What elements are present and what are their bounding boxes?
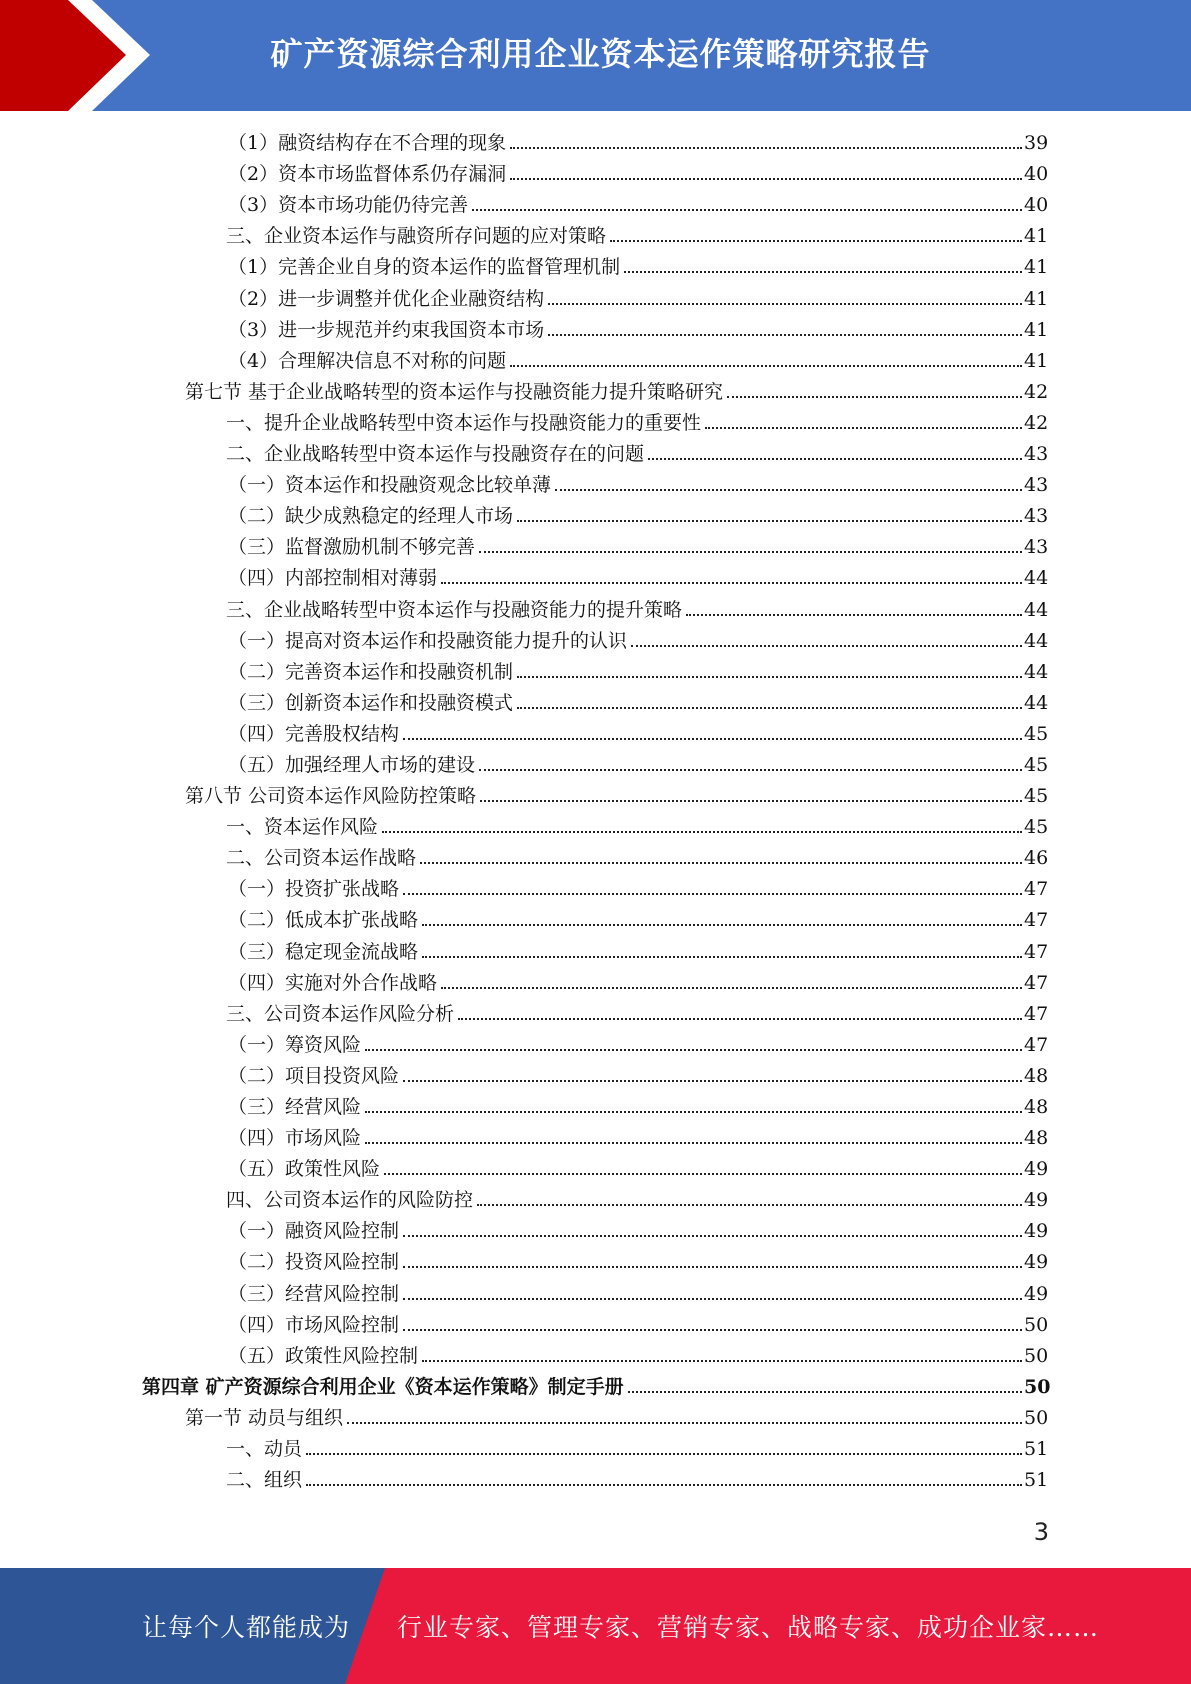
toc-entry-title: 三、企业战略转型中资本运作与投融资能力的提升策略 bbox=[226, 598, 683, 621]
dot-leader bbox=[517, 676, 1022, 678]
toc-entry[interactable] bbox=[0, 1060, 1191, 1091]
toc-entry-title: （二）完善资本运作和投融资机制 bbox=[228, 660, 514, 683]
toc-entry[interactable] bbox=[0, 562, 1191, 593]
toc-entry[interactable] bbox=[0, 625, 1191, 656]
toc-entry-title: （3）资本市场功能仍待完善 bbox=[228, 194, 469, 217]
toc-entry-page: 49 bbox=[1024, 1220, 1049, 1243]
toc-entry-page: 45 bbox=[1024, 816, 1049, 839]
dot-leader bbox=[705, 427, 1022, 429]
toc-entry-title: 三、公司资本运作风险分析 bbox=[226, 1002, 455, 1025]
toc-entry[interactable] bbox=[0, 1309, 1191, 1340]
toc-entry[interactable] bbox=[0, 127, 1191, 158]
dot-leader bbox=[610, 240, 1022, 242]
toc-entry[interactable] bbox=[0, 1122, 1191, 1153]
toc-entry-title: （四）实施对外合作战略 bbox=[228, 971, 438, 994]
toc-entry-title: 第一节 动员与组织 bbox=[185, 1406, 344, 1429]
page-footer bbox=[0, 1568, 1191, 1684]
toc-entry-page: 44 bbox=[1024, 629, 1049, 652]
table-of-contents bbox=[0, 127, 1191, 1495]
dot-leader bbox=[480, 800, 1022, 802]
toc-entry[interactable] bbox=[0, 500, 1191, 531]
page-header bbox=[0, 0, 1191, 111]
toc-entry-title: （4）合理解决信息不对称的问题 bbox=[228, 349, 507, 372]
toc-entry[interactable] bbox=[0, 220, 1191, 251]
toc-entry[interactable] bbox=[0, 811, 1191, 842]
toc-entry[interactable] bbox=[0, 718, 1191, 749]
toc-entry[interactable] bbox=[0, 842, 1191, 873]
toc-entry-page: 48 bbox=[1024, 1127, 1049, 1150]
toc-entry-page: 41 bbox=[1024, 256, 1049, 279]
dot-leader bbox=[441, 987, 1022, 989]
dot-leader bbox=[479, 769, 1022, 771]
toc-entry-title: 二、组织 bbox=[226, 1469, 303, 1492]
toc-entry-title: （四）市场风险控制 bbox=[228, 1313, 400, 1336]
toc-entry-page: 48 bbox=[1024, 1064, 1049, 1087]
toc-entry-title: （三）监督激励机制不够完善 bbox=[228, 536, 476, 559]
dot-leader bbox=[510, 365, 1022, 367]
toc-entry[interactable] bbox=[0, 1464, 1191, 1495]
dot-leader bbox=[686, 614, 1022, 616]
toc-entry-page: 45 bbox=[1024, 722, 1049, 745]
toc-entry-page: 47 bbox=[1024, 878, 1049, 901]
toc-entry-title: （三）稳定现金流战略 bbox=[228, 940, 419, 963]
toc-entry[interactable] bbox=[0, 1246, 1191, 1277]
toc-entry-page: 44 bbox=[1024, 598, 1049, 621]
toc-entry-page: 47 bbox=[1024, 971, 1049, 994]
toc-entry[interactable] bbox=[0, 1433, 1191, 1464]
toc-entry-title: （1）完善企业自身的资本运作的监督管理机制 bbox=[228, 256, 621, 279]
toc-entry[interactable] bbox=[0, 1029, 1191, 1060]
toc-entry-page: 50 bbox=[1024, 1406, 1049, 1429]
toc-entry-title: 第八节 公司资本运作风险防控策略 bbox=[185, 785, 477, 808]
toc-entry-title: （二）缺少成熟稳定的经理人市场 bbox=[228, 505, 514, 528]
toc-entry[interactable] bbox=[0, 189, 1191, 220]
toc-entry-title: （五）政策性风险 bbox=[228, 1158, 381, 1181]
dot-leader bbox=[548, 303, 1022, 305]
toc-entry-title: （二）低成本扩张战略 bbox=[228, 909, 419, 932]
dot-leader bbox=[306, 1484, 1022, 1486]
toc-entry-page: 43 bbox=[1024, 505, 1049, 528]
toc-entry-page: 49 bbox=[1024, 1282, 1049, 1305]
dot-leader bbox=[472, 209, 1022, 211]
toc-entry-page: 42 bbox=[1024, 411, 1049, 434]
toc-entry-page: 51 bbox=[1024, 1469, 1049, 1492]
dot-leader bbox=[420, 862, 1022, 864]
dot-leader bbox=[422, 924, 1022, 926]
toc-entry[interactable] bbox=[0, 967, 1191, 998]
toc-entry[interactable] bbox=[0, 904, 1191, 935]
dot-leader bbox=[648, 458, 1022, 460]
toc-entry[interactable] bbox=[0, 1091, 1191, 1122]
dot-leader bbox=[517, 707, 1022, 709]
toc-entry[interactable] bbox=[0, 656, 1191, 687]
toc-entry-title: （五）加强经理人市场的建设 bbox=[228, 753, 476, 776]
toc-entry[interactable] bbox=[0, 438, 1191, 469]
toc-entry-title: （一）提高对资本运作和投融资能力提升的认识 bbox=[228, 629, 628, 652]
toc-entry[interactable] bbox=[0, 376, 1191, 407]
dot-leader bbox=[306, 1453, 1022, 1455]
toc-entry[interactable] bbox=[0, 1402, 1191, 1433]
toc-entry-title: （四）完善股权结构 bbox=[228, 722, 400, 745]
toc-entry-page: 50 bbox=[1024, 1344, 1049, 1367]
toc-entry[interactable] bbox=[0, 873, 1191, 904]
toc-entry-title: 第七节 基于企业战略转型的资本运作与投融资能力提升策略研究 bbox=[185, 380, 724, 403]
toc-entry-page: 47 bbox=[1024, 940, 1049, 963]
toc-entry-title: （三）创新资本运作和投融资模式 bbox=[228, 691, 514, 714]
toc-entry-title: （2）进一步调整并优化企业融资结构 bbox=[228, 287, 545, 310]
toc-entry-title: （2）资本市场监督体系仍存漏洞 bbox=[228, 163, 507, 186]
toc-entry-page: 45 bbox=[1024, 753, 1049, 776]
toc-entry[interactable] bbox=[0, 1371, 1191, 1402]
dot-leader bbox=[628, 1391, 1022, 1393]
toc-entry-title: 三、企业资本运作与融资所存问题的应对策略 bbox=[226, 225, 607, 248]
toc-entry-title: （3）进一步规范并约束我国资本市场 bbox=[228, 318, 545, 341]
toc-entry-page: 45 bbox=[1024, 785, 1049, 808]
dot-leader bbox=[347, 1422, 1022, 1424]
toc-entry[interactable] bbox=[0, 1153, 1191, 1184]
toc-entry-page: 50 bbox=[1024, 1313, 1049, 1336]
toc-entry-page: 44 bbox=[1024, 691, 1049, 714]
toc-entry-title: 一、资本运作风险 bbox=[226, 816, 379, 839]
toc-entry[interactable] bbox=[0, 158, 1191, 189]
toc-entry-title: （一）投资扩张战略 bbox=[228, 878, 400, 901]
toc-entry-title: （四）内部控制相对薄弱 bbox=[228, 567, 438, 590]
footer-slogan-left: 让每个人都能成为 bbox=[142, 1613, 351, 1642]
dot-leader bbox=[727, 396, 1022, 398]
dot-leader bbox=[365, 1049, 1022, 1051]
toc-entry[interactable] bbox=[0, 345, 1191, 376]
toc-entry-page: 47 bbox=[1024, 909, 1049, 932]
toc-entry-title: （一）资本运作和投融资观念比较单薄 bbox=[228, 474, 552, 497]
dot-leader bbox=[403, 1266, 1022, 1268]
toc-entry-page: 49 bbox=[1024, 1189, 1049, 1212]
toc-entry-page: 39 bbox=[1024, 132, 1049, 155]
dot-leader bbox=[384, 1173, 1022, 1175]
toc-entry-page: 43 bbox=[1024, 536, 1049, 559]
toc-entry-title: （三）经营风险控制 bbox=[228, 1282, 400, 1305]
dot-leader bbox=[510, 147, 1022, 149]
dot-leader bbox=[403, 1235, 1022, 1237]
toc-entry-title: （一）筹资风险 bbox=[228, 1033, 362, 1056]
dot-leader bbox=[458, 1018, 1022, 1020]
toc-entry-page: 40 bbox=[1024, 194, 1049, 217]
toc-entry-page: 41 bbox=[1024, 287, 1049, 310]
dot-leader bbox=[555, 489, 1022, 491]
page-number: 3 bbox=[1033, 1518, 1049, 1546]
toc-entry[interactable] bbox=[0, 469, 1191, 500]
dot-leader bbox=[365, 1142, 1022, 1144]
toc-entry-title: 四、公司资本运作的风险防控 bbox=[226, 1189, 474, 1212]
toc-entry[interactable] bbox=[0, 314, 1191, 345]
toc-entry-title: （四）市场风险 bbox=[228, 1127, 362, 1150]
dot-leader bbox=[441, 582, 1022, 584]
toc-entry-page: 41 bbox=[1024, 225, 1049, 248]
toc-entry[interactable] bbox=[0, 998, 1191, 1029]
dot-leader bbox=[517, 520, 1022, 522]
toc-entry[interactable] bbox=[0, 1277, 1191, 1308]
dot-leader bbox=[510, 178, 1022, 180]
toc-entry-title: （二）项目投资风险 bbox=[228, 1064, 400, 1087]
document-title: 矿产资源综合利用企业资本运作策略研究报告 bbox=[270, 35, 931, 73]
toc-entry[interactable] bbox=[0, 1215, 1191, 1246]
toc-entry[interactable] bbox=[0, 407, 1191, 438]
dot-leader bbox=[422, 956, 1022, 958]
toc-entry[interactable] bbox=[0, 1340, 1191, 1371]
toc-entry-page: 49 bbox=[1024, 1158, 1049, 1181]
dot-leader bbox=[365, 1111, 1022, 1113]
dot-leader bbox=[477, 1204, 1022, 1206]
toc-entry[interactable] bbox=[0, 282, 1191, 313]
toc-entry-page: 43 bbox=[1024, 443, 1049, 466]
dot-leader bbox=[382, 831, 1022, 833]
toc-entry[interactable] bbox=[0, 251, 1191, 282]
toc-entry[interactable] bbox=[0, 531, 1191, 562]
toc-entry-page: 44 bbox=[1024, 567, 1049, 590]
toc-entry-page: 48 bbox=[1024, 1096, 1049, 1118]
toc-entry-title: 二、企业战略转型中资本运作与投融资存在的问题 bbox=[226, 443, 645, 466]
toc-entry-page: 47 bbox=[1024, 1002, 1049, 1025]
dot-leader bbox=[548, 334, 1022, 336]
toc-entry[interactable] bbox=[0, 593, 1191, 624]
toc-entry-page: 50 bbox=[1024, 1375, 1051, 1398]
toc-entry-page: 42 bbox=[1024, 380, 1049, 403]
dot-leader bbox=[403, 738, 1022, 740]
dot-leader bbox=[631, 645, 1022, 647]
toc-entry-title: （二）投资风险控制 bbox=[228, 1251, 400, 1274]
dot-leader bbox=[403, 1329, 1022, 1331]
toc-entry-title: 二、公司资本运作战略 bbox=[226, 847, 417, 870]
dot-leader bbox=[422, 1360, 1022, 1362]
toc-entry-page: 46 bbox=[1024, 847, 1049, 870]
toc-entry-page: 41 bbox=[1024, 349, 1049, 372]
toc-entry[interactable] bbox=[0, 935, 1191, 966]
dot-leader bbox=[403, 1298, 1022, 1300]
toc-entry-page: 51 bbox=[1024, 1438, 1049, 1461]
toc-entry-page: 40 bbox=[1024, 163, 1049, 186]
dot-leader bbox=[403, 1080, 1022, 1082]
toc-entry-title: 一、动员 bbox=[226, 1438, 303, 1461]
toc-entry-title: 第四章 矿产资源综合利用企业《资本运作策略》制定手册 bbox=[142, 1375, 624, 1398]
toc-entry-page: 49 bbox=[1024, 1251, 1049, 1274]
dot-leader bbox=[624, 271, 1022, 273]
toc-entry[interactable] bbox=[0, 780, 1191, 811]
toc-entry-title: （五）政策性风险控制 bbox=[228, 1344, 419, 1367]
toc-entry[interactable] bbox=[0, 687, 1191, 718]
footer-slogan-right: 行业专家、管理专家、营销专家、战略专家、成功企业家…… bbox=[397, 1613, 1100, 1642]
dot-leader bbox=[403, 893, 1022, 895]
toc-entry-title: （一）融资风险控制 bbox=[228, 1220, 400, 1243]
toc-entry-page: 41 bbox=[1024, 318, 1049, 341]
toc-entry[interactable] bbox=[0, 1184, 1191, 1215]
dot-leader bbox=[479, 551, 1022, 553]
toc-entry-title: 一、提升企业战略转型中资本运作与投融资能力的重要性 bbox=[226, 411, 702, 434]
toc-entry-page: 47 bbox=[1024, 1033, 1049, 1056]
toc-entry-title: （1）融资结构存在不合理的现象 bbox=[228, 132, 507, 155]
toc-entry-page: 43 bbox=[1024, 474, 1049, 497]
toc-entry[interactable] bbox=[0, 749, 1191, 780]
toc-entry-page: 44 bbox=[1024, 660, 1049, 683]
toc-entry-title: （三）经营风险 bbox=[228, 1096, 362, 1118]
